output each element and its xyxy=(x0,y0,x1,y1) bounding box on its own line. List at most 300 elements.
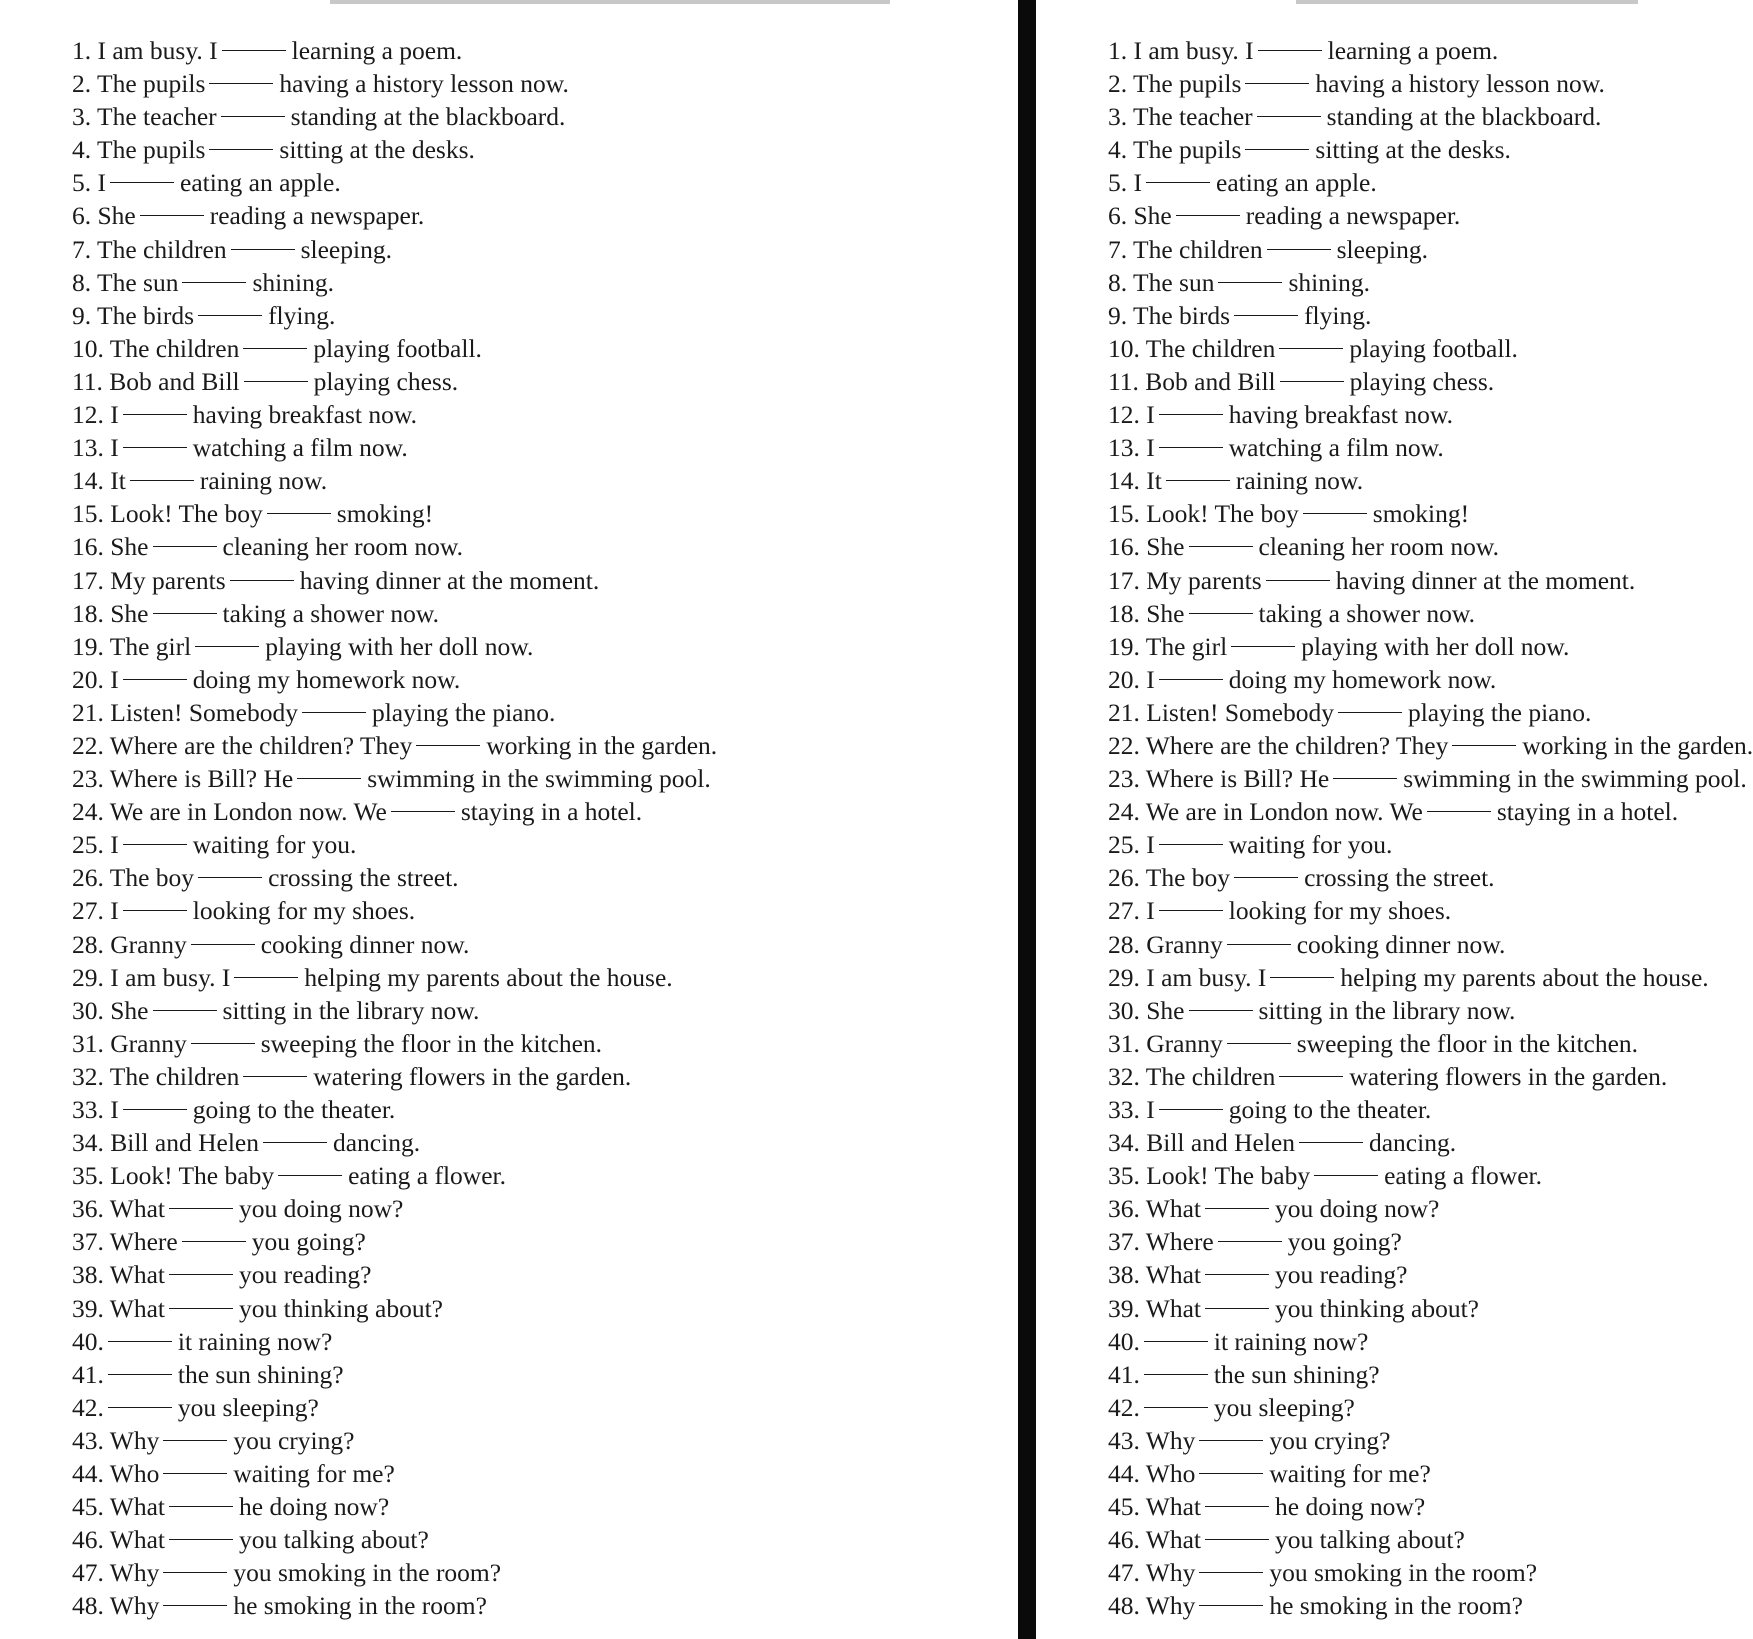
answer-blank xyxy=(1159,446,1223,448)
exercise-item xyxy=(72,928,717,961)
exercise-prompt: 47. Why xyxy=(72,1558,160,1588)
exercise-item xyxy=(1108,464,1753,497)
answer-blank xyxy=(163,1472,227,1474)
exercise-item xyxy=(1108,1292,1753,1325)
exercise-continuation: swimming in the swimming pool. xyxy=(1403,764,1747,794)
exercise-continuation: you sleeping? xyxy=(177,1392,319,1422)
exercise-prompt: 47. Why xyxy=(1108,1558,1196,1588)
exercise-item xyxy=(72,332,717,365)
exercise-item xyxy=(72,1523,717,1556)
exercise-continuation: smoking! xyxy=(1372,499,1470,529)
exercise-prompt: 45. What xyxy=(1108,1492,1202,1522)
exercise-continuation: helping my parents about the house. xyxy=(1340,962,1709,992)
exercise-prompt: 11. Bob and Bill xyxy=(1108,366,1276,396)
exercise-prompt: 26. The boy xyxy=(72,863,195,893)
answer-blank xyxy=(221,115,285,117)
exercise-continuation: he smoking in the room? xyxy=(1269,1591,1523,1621)
exercise-prompt: 42. xyxy=(1108,1392,1140,1422)
exercise-item xyxy=(72,1292,717,1325)
exercise-item xyxy=(1108,1093,1753,1126)
exercise-item xyxy=(1108,100,1753,133)
exercise-item xyxy=(72,564,717,597)
answer-blank xyxy=(302,711,366,713)
exercise-continuation: waiting for me? xyxy=(233,1459,395,1489)
exercise-continuation: playing chess. xyxy=(1349,366,1495,396)
exercise-continuation: reading a newspaper. xyxy=(209,201,425,231)
exercise-prompt: 21. Listen! Somebody xyxy=(1108,697,1334,727)
exercise-continuation: playing football. xyxy=(313,333,482,363)
exercise-prompt: 12. I xyxy=(1108,400,1155,430)
exercise-prompt: 4. The pupils xyxy=(72,135,206,165)
exercise-item xyxy=(72,1126,717,1159)
exercise-item xyxy=(1108,961,1753,994)
exercise-continuation: having a history lesson now. xyxy=(1315,69,1605,99)
exercise-prompt: 31. Granny xyxy=(1108,1028,1223,1058)
exercise-item xyxy=(1108,199,1753,232)
exercise-continuation: shining. xyxy=(1288,267,1370,297)
exercise-prompt: 6. She xyxy=(72,201,136,231)
answer-blank xyxy=(1227,1042,1291,1044)
exercise-prompt: 19. The girl xyxy=(1108,631,1228,661)
exercise-item xyxy=(1108,266,1753,299)
exercise-item xyxy=(72,861,717,894)
exercise-item xyxy=(1108,1556,1753,1589)
answer-blank xyxy=(297,777,361,779)
exercise-item xyxy=(72,828,717,861)
exercise-continuation: raining now. xyxy=(199,466,328,496)
exercise-prompt: 14. It xyxy=(1108,466,1162,496)
exercise-item xyxy=(1108,1391,1753,1424)
answer-blank xyxy=(182,281,246,283)
answer-blank xyxy=(1159,909,1223,911)
exercise-prompt: 22. Where are the children? They xyxy=(1108,730,1449,760)
answer-blank xyxy=(123,1108,187,1110)
exercise-continuation: playing the piano. xyxy=(371,697,556,727)
answer-blank xyxy=(243,347,307,349)
exercise-continuation: you crying? xyxy=(233,1425,355,1455)
exercise-continuation: eating a flower. xyxy=(348,1161,506,1191)
exercise-continuation: looking for my shoes. xyxy=(1228,896,1452,926)
exercise-prompt: 16. She xyxy=(72,532,149,562)
answer-blank xyxy=(123,678,187,680)
exercise-prompt: 37. Where xyxy=(1108,1227,1214,1257)
exercise-prompt: 39. What xyxy=(72,1293,166,1323)
exercise-prompt: 18. She xyxy=(1108,598,1185,628)
exercise-item xyxy=(72,266,717,299)
exercise-continuation: eating an apple. xyxy=(180,168,341,198)
exercise-continuation: cleaning her room now. xyxy=(222,532,464,562)
exercise-item xyxy=(72,299,717,332)
exercise-item xyxy=(72,597,717,630)
exercise-item xyxy=(1108,1192,1753,1225)
exercise-prompt: 27. I xyxy=(72,896,119,926)
exercise-prompt: 43. Why xyxy=(1108,1425,1196,1455)
answer-blank xyxy=(1218,281,1282,283)
exercise-continuation: watering flowers in the garden. xyxy=(313,1061,632,1091)
answer-blank xyxy=(1189,612,1253,614)
exercise-continuation: going to the theater. xyxy=(192,1095,396,1124)
exercise-continuation: you going? xyxy=(251,1227,366,1257)
answer-blank xyxy=(110,181,174,183)
exercise-item xyxy=(1108,1358,1753,1391)
exercise-continuation: you thinking about? xyxy=(1275,1293,1479,1323)
answer-blank xyxy=(416,744,480,746)
exercise-continuation: swimming in the swimming pool. xyxy=(367,764,711,794)
exercise-prompt: 1. I am busy. I xyxy=(1108,36,1254,65)
answer-blank xyxy=(222,49,286,51)
exercise-continuation: crossing the street. xyxy=(1304,863,1495,893)
exercise-item xyxy=(1108,299,1753,332)
exercise-item xyxy=(72,199,717,232)
exercise-item xyxy=(1108,928,1753,961)
exercise-prompt: 42. xyxy=(72,1392,104,1422)
exercise-prompt: 3. The teacher xyxy=(1108,102,1253,132)
answer-blank xyxy=(391,810,455,812)
exercise-item xyxy=(1108,795,1753,828)
answer-blank xyxy=(1333,777,1397,779)
exercise-continuation: raining now. xyxy=(1235,466,1364,496)
exercise-continuation: he smoking in the room? xyxy=(233,1591,487,1621)
exercise-item xyxy=(72,1027,717,1060)
answer-blank xyxy=(1205,1307,1269,1309)
answer-blank xyxy=(191,1042,255,1044)
exercise-item xyxy=(72,729,717,762)
answer-blank xyxy=(243,1075,307,1077)
exercise-prompt: 2. The pupils xyxy=(1108,69,1242,99)
answer-blank xyxy=(1279,1075,1343,1077)
answer-blank xyxy=(209,148,273,150)
exercise-prompt: 29. I am busy. I xyxy=(72,962,231,992)
answer-blank xyxy=(1299,1141,1363,1143)
exercise-prompt: 5. I xyxy=(72,168,106,198)
exercise-continuation: dancing. xyxy=(332,1128,421,1158)
answer-blank xyxy=(123,413,187,415)
answer-blank xyxy=(191,943,255,945)
exercise-item xyxy=(1108,1027,1753,1060)
answer-blank xyxy=(244,380,308,382)
exercise-item xyxy=(1108,332,1753,365)
answer-blank xyxy=(1245,148,1309,150)
exercise-prompt: 8. The sun xyxy=(1108,267,1215,297)
exercise-prompt: 14. It xyxy=(72,466,126,496)
answer-blank xyxy=(209,82,273,84)
exercise-item xyxy=(72,431,717,464)
exercise-continuation: you talking about? xyxy=(239,1525,429,1555)
exercise-list xyxy=(1108,34,1753,1623)
exercise-prompt: 34. Bill and Helen xyxy=(72,1128,259,1158)
answer-blank xyxy=(267,512,331,514)
answer-blank xyxy=(1199,1604,1263,1606)
answer-blank xyxy=(108,1340,172,1342)
exercise-item xyxy=(1108,365,1753,398)
answer-blank xyxy=(1218,1240,1282,1242)
exercise-continuation: staying in a hotel. xyxy=(1496,797,1679,827)
exercise-prompt: 17. My parents xyxy=(72,565,226,595)
answer-blank xyxy=(1231,645,1295,647)
exercise-continuation: doing my homework now. xyxy=(1228,664,1497,694)
exercise-item xyxy=(72,398,717,431)
exercise-item xyxy=(1108,630,1753,663)
exercise-continuation: waiting for you. xyxy=(192,830,357,860)
answer-blank xyxy=(169,1273,233,1275)
exercise-item xyxy=(72,34,717,67)
answer-blank xyxy=(1303,512,1367,514)
exercise-continuation: the sun shining? xyxy=(1213,1359,1380,1389)
answer-blank xyxy=(234,976,298,978)
exercise-continuation: going to the theater. xyxy=(1228,1095,1432,1124)
answer-blank xyxy=(163,1571,227,1573)
answer-blank xyxy=(1144,1406,1208,1408)
exercise-item xyxy=(72,994,717,1027)
exercise-prompt: 15. Look! The boy xyxy=(72,499,263,529)
answer-blank xyxy=(153,1009,217,1011)
exercise-continuation: reading a newspaper. xyxy=(1245,201,1461,231)
exercise-continuation: sweeping the floor in the kitchen. xyxy=(260,1028,603,1058)
answer-blank xyxy=(1245,82,1309,84)
exercise-prompt: 25. I xyxy=(72,830,119,860)
exercise-continuation: having breakfast now. xyxy=(1228,400,1453,430)
exercise-prompt: 16. She xyxy=(1108,532,1185,562)
exercise-continuation: cooking dinner now. xyxy=(260,929,470,959)
exercise-continuation: standing at the blackboard. xyxy=(290,102,566,132)
exercise-prompt: 36. What xyxy=(1108,1194,1202,1224)
exercise-prompt: 33. I xyxy=(72,1095,119,1124)
exercise-continuation: you smoking in the room? xyxy=(1269,1558,1538,1588)
answer-blank xyxy=(1258,49,1322,51)
exercise-prompt: 45. What xyxy=(72,1492,166,1522)
exercise-item xyxy=(72,100,717,133)
answer-blank xyxy=(1159,843,1223,845)
answer-blank xyxy=(1234,314,1298,316)
exercise-prompt: 20. I xyxy=(1108,664,1155,694)
answer-blank xyxy=(198,876,262,878)
exercise-continuation: you smoking in the room? xyxy=(233,1558,502,1588)
answer-blank xyxy=(169,1538,233,1540)
worksheet-right-copy xyxy=(1036,0,1753,1639)
answer-blank xyxy=(1205,1538,1269,1540)
exercise-item xyxy=(72,1258,717,1291)
exercise-prompt: 44. Who xyxy=(72,1459,160,1489)
exercise-item xyxy=(1108,1424,1753,1457)
answer-blank xyxy=(108,1373,172,1375)
exercise-item xyxy=(1108,861,1753,894)
exercise-prompt: 33. I xyxy=(1108,1095,1155,1124)
exercise-item xyxy=(72,663,717,696)
answer-blank xyxy=(108,1406,172,1408)
exercise-prompt: 15. Look! The boy xyxy=(1108,499,1299,529)
exercise-item xyxy=(72,630,717,663)
answer-blank xyxy=(263,1141,327,1143)
exercise-item xyxy=(1108,1457,1753,1490)
exercise-prompt: 25. I xyxy=(1108,830,1155,860)
exercise-prompt: 22. Where are the children? They xyxy=(72,730,413,760)
exercise-prompt: 11. Bob and Bill xyxy=(72,366,240,396)
answer-blank xyxy=(1227,943,1291,945)
exercise-prompt: 10. The children xyxy=(1108,333,1276,363)
exercise-item xyxy=(72,696,717,729)
exercise-continuation: helping my parents about the house. xyxy=(304,962,673,992)
answer-blank xyxy=(1314,1174,1378,1176)
answer-blank xyxy=(140,214,204,216)
exercise-prompt: 1. I am busy. I xyxy=(72,36,218,65)
exercise-prompt: 10. The children xyxy=(72,333,240,363)
exercise-continuation: cleaning her room now. xyxy=(1258,532,1500,562)
exercise-item xyxy=(1108,530,1753,563)
exercise-prompt: 7. The children xyxy=(72,234,227,264)
exercise-continuation: sitting in the library now. xyxy=(222,995,480,1025)
answer-blank xyxy=(153,545,217,547)
answer-blank xyxy=(1189,1009,1253,1011)
exercise-continuation: learning a poem. xyxy=(291,36,463,65)
exercise-continuation: you doing now? xyxy=(1275,1194,1440,1224)
exercise-continuation: staying in a hotel. xyxy=(460,797,643,827)
exercise-prompt: 41. xyxy=(72,1359,104,1389)
answer-blank xyxy=(153,612,217,614)
exercise-continuation: working in the garden. xyxy=(486,730,718,760)
exercise-continuation: cooking dinner now. xyxy=(1296,929,1506,959)
exercise-prompt: 21. Listen! Somebody xyxy=(72,697,298,727)
exercise-item xyxy=(72,894,717,927)
exercise-prompt: 3. The teacher xyxy=(72,102,217,132)
exercise-item xyxy=(1108,696,1753,729)
exercise-continuation: playing the piano. xyxy=(1407,697,1592,727)
answer-blank xyxy=(1144,1340,1208,1342)
exercise-continuation: sitting in the library now. xyxy=(1258,995,1516,1025)
exercise-item xyxy=(1108,597,1753,630)
exercise-continuation: waiting for me? xyxy=(1269,1459,1431,1489)
answer-blank xyxy=(1452,744,1516,746)
exercise-prompt: 32. The children xyxy=(72,1061,240,1091)
exercise-continuation: flying. xyxy=(1304,300,1372,330)
exercise-item xyxy=(1108,894,1753,927)
exercise-continuation: playing with her doll now. xyxy=(265,631,534,661)
exercise-prompt: 48. Why xyxy=(1108,1591,1196,1621)
exercise-prompt: 26. The boy xyxy=(1108,863,1231,893)
answer-blank xyxy=(169,1505,233,1507)
exercise-continuation: you reading? xyxy=(1275,1260,1408,1290)
exercise-continuation: eating an apple. xyxy=(1216,168,1377,198)
exercise-prompt: 46. What xyxy=(72,1525,166,1555)
exercise-item xyxy=(72,1093,717,1126)
exercise-item xyxy=(72,1192,717,1225)
exercise-item xyxy=(1108,233,1753,266)
exercise-item xyxy=(1108,828,1753,861)
exercise-item xyxy=(72,1225,717,1258)
answer-blank xyxy=(123,843,187,845)
exercise-item xyxy=(72,1060,717,1093)
answer-blank xyxy=(198,314,262,316)
exercise-item xyxy=(1108,1159,1753,1192)
exercise-item xyxy=(1108,994,1753,1027)
exercise-item xyxy=(1108,1126,1753,1159)
exercise-continuation: he doing now? xyxy=(239,1492,390,1522)
exercise-prompt: 13. I xyxy=(1108,433,1155,463)
answer-blank xyxy=(123,909,187,911)
exercise-item xyxy=(72,530,717,563)
exercise-item xyxy=(72,762,717,795)
exercise-continuation: you sleeping? xyxy=(1213,1392,1355,1422)
exercise-continuation: shining. xyxy=(252,267,334,297)
exercise-continuation: smoking! xyxy=(336,499,434,529)
exercise-item xyxy=(72,1457,717,1490)
exercise-item xyxy=(72,233,717,266)
exercise-item xyxy=(1108,564,1753,597)
answer-blank xyxy=(130,479,194,481)
exercise-continuation: watching a film now. xyxy=(1228,433,1444,463)
exercise-prompt: 35. Look! The baby xyxy=(72,1161,275,1191)
answer-blank xyxy=(1205,1273,1269,1275)
exercise-prompt: 2. The pupils xyxy=(72,69,206,99)
exercise-item xyxy=(72,961,717,994)
exercise-prompt: 32. The children xyxy=(1108,1061,1276,1091)
exercise-item xyxy=(72,133,717,166)
exercise-continuation: having dinner at the moment. xyxy=(1335,565,1636,595)
exercise-prompt: 8. The sun xyxy=(72,267,179,297)
exercise-prompt: 37. Where xyxy=(72,1227,178,1257)
exercise-continuation: learning a poem. xyxy=(1327,36,1499,65)
exercise-continuation: working in the garden. xyxy=(1522,730,1753,760)
exercise-item xyxy=(72,1424,717,1457)
exercise-continuation: you reading? xyxy=(239,1260,372,1290)
answer-blank xyxy=(1176,214,1240,216)
exercise-prompt: 7. The children xyxy=(1108,234,1263,264)
exercise-continuation: playing football. xyxy=(1349,333,1518,363)
answer-blank xyxy=(1267,248,1331,250)
exercise-item xyxy=(1108,1325,1753,1358)
exercise-item xyxy=(72,795,717,828)
exercise-continuation: dancing. xyxy=(1368,1128,1457,1158)
exercise-continuation: you going? xyxy=(1287,1227,1402,1257)
answer-blank xyxy=(1189,545,1253,547)
exercise-prompt: 48. Why xyxy=(72,1591,160,1621)
exercise-continuation: you crying? xyxy=(1269,1425,1391,1455)
exercise-prompt: 4. The pupils xyxy=(1108,135,1242,165)
answer-blank xyxy=(1159,678,1223,680)
exercise-prompt: 27. I xyxy=(1108,896,1155,926)
exercise-continuation: flying. xyxy=(268,300,336,330)
exercise-continuation: sweeping the floor in the kitchen. xyxy=(1296,1028,1639,1058)
exercise-continuation: eating a flower. xyxy=(1384,1161,1542,1191)
answer-blank xyxy=(278,1174,342,1176)
exercise-continuation: sitting at the desks. xyxy=(279,135,475,165)
answer-blank xyxy=(1266,579,1330,581)
exercise-continuation: you talking about? xyxy=(1275,1525,1465,1555)
exercise-prompt: 28. Granny xyxy=(72,929,187,959)
answer-blank xyxy=(1427,810,1491,812)
answer-blank xyxy=(1199,1571,1263,1573)
exercise-continuation: having a history lesson now. xyxy=(279,69,569,99)
answer-blank xyxy=(1205,1505,1269,1507)
exercise-item xyxy=(72,464,717,497)
exercise-continuation: he doing now? xyxy=(1275,1492,1426,1522)
exercise-item xyxy=(72,67,717,100)
exercise-prompt: 40. xyxy=(72,1326,104,1356)
exercise-prompt: 20. I xyxy=(72,664,119,694)
exercise-prompt: 18. She xyxy=(72,598,149,628)
exercise-continuation: you thinking about? xyxy=(239,1293,443,1323)
exercise-prompt: 23. Where is Bill? He xyxy=(72,764,294,794)
exercise-prompt: 24. We are in London now. We xyxy=(72,797,387,827)
exercise-prompt: 44. Who xyxy=(1108,1459,1196,1489)
exercise-prompt: 31. Granny xyxy=(72,1028,187,1058)
answer-blank xyxy=(1257,115,1321,117)
exercise-continuation: standing at the blackboard. xyxy=(1326,102,1602,132)
exercise-item xyxy=(1108,398,1753,431)
answer-blank xyxy=(1199,1439,1263,1441)
exercise-item xyxy=(72,1159,717,1192)
exercise-continuation: looking for my shoes. xyxy=(192,896,416,926)
exercise-item xyxy=(72,365,717,398)
